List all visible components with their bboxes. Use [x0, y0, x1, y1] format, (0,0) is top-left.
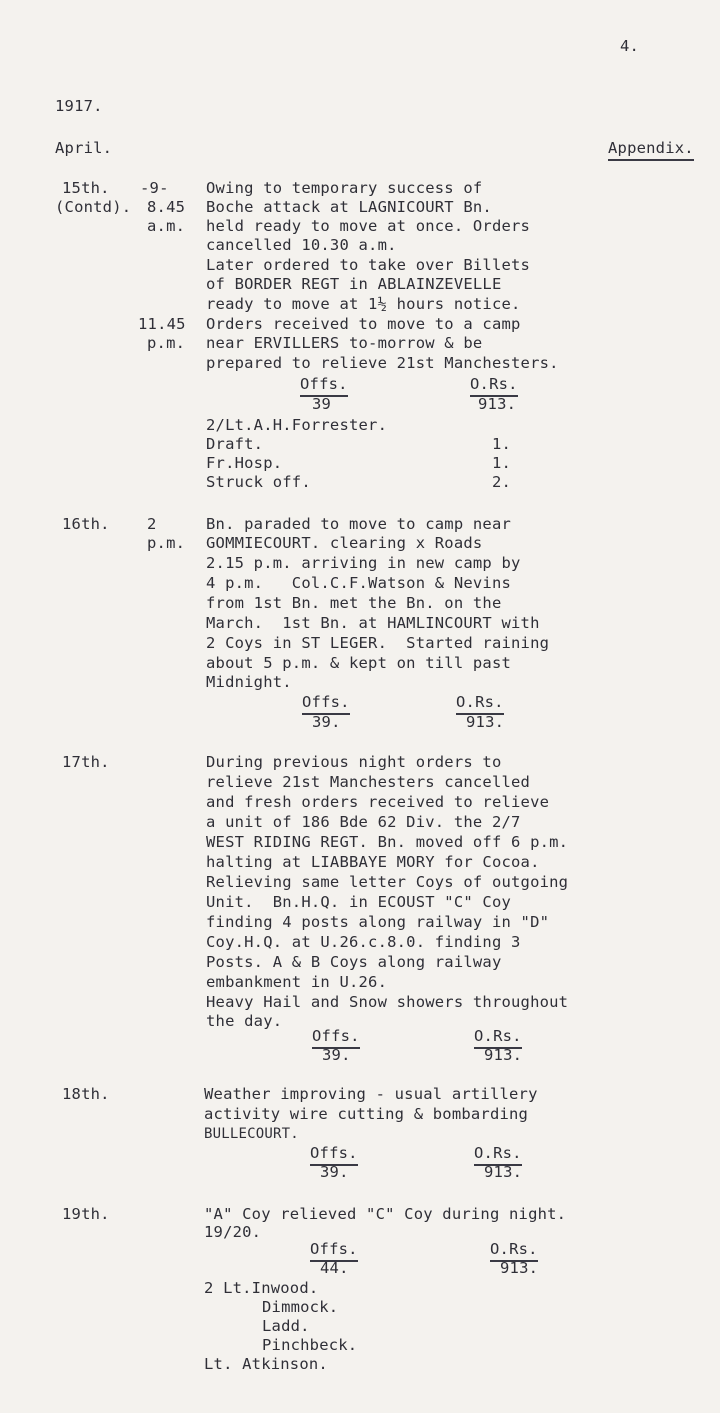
entry-line: Owing to temporary success of — [206, 179, 483, 197]
offs-value: 39. — [322, 1046, 351, 1064]
entry-line: 2.15 p.m. arriving in new camp by — [206, 554, 521, 572]
entry-date: 16th. — [62, 515, 110, 533]
entry-line: near ERVILLERS to-morrow & be — [206, 334, 483, 352]
entry-time: p.m. — [147, 534, 186, 552]
offs-label: Offs. — [300, 374, 348, 397]
change-value: 1. — [492, 454, 512, 472]
officer-name: Ladd. — [262, 1317, 310, 1335]
entry-line: ready to move at 1½ hours notice. — [206, 295, 521, 313]
entry-time: 11.45 — [138, 315, 186, 333]
ors-value: 913. — [484, 1163, 523, 1181]
change-label: Fr.Hosp. — [206, 454, 283, 472]
offs-label: Offs. — [310, 1239, 358, 1262]
officer-name: Pinchbeck. — [262, 1336, 358, 1354]
entry-line: Boche attack at LAGNICOURT Bn. — [206, 198, 492, 216]
entry-date: 18th. — [62, 1085, 110, 1103]
ors-value: 913. — [484, 1046, 523, 1064]
entry-date-contd: (Contd). — [55, 198, 132, 216]
offs-value: 39. — [320, 1163, 349, 1181]
change-label: 2/Lt.A.H.Forrester. — [206, 416, 388, 434]
page-number: 4. — [620, 37, 640, 55]
entry-line: cancelled 10.30 a.m. — [206, 236, 397, 254]
officer-name: Dimmock. — [262, 1298, 339, 1316]
change-value: 1. — [492, 435, 512, 453]
change-label: Draft. — [206, 435, 264, 453]
officer-name: Lt. Atkinson. — [204, 1355, 328, 1373]
ors-label: O.Rs. — [474, 1026, 522, 1049]
month: April. — [55, 139, 113, 157]
entry-time: 8.45 — [147, 198, 186, 216]
entry-line: Coy.H.Q. at U.26.c.8.0. finding 3 — [206, 933, 521, 951]
offs-value: 39 — [312, 395, 332, 413]
ors-label: O.Rs. — [474, 1143, 522, 1166]
officer-name: 2 Lt.Inwood. — [204, 1279, 319, 1297]
entry-line: Posts. A & B Coys along railway — [206, 953, 502, 971]
entry-line: Weather improving - usual artillery — [204, 1085, 538, 1103]
entry-line: Unit. Bn.H.Q. in ECOUST "C" Coy — [206, 893, 512, 911]
ors-value: 913. — [466, 713, 505, 731]
entry-line: 4 p.m. Col.C.F.Watson & Nevins — [206, 574, 512, 592]
entry-line: prepared to relieve 21st Manchesters. — [206, 354, 559, 372]
entry-line: Bn. paraded to move to camp near — [206, 515, 512, 533]
entry-time: p.m. — [147, 334, 186, 352]
offs-label: Offs. — [312, 1026, 360, 1049]
change-label: Struck off. — [206, 473, 311, 491]
entry-line: finding 4 posts along railway in "D" — [206, 913, 550, 931]
entry-line: Later ordered to take over Billets — [206, 256, 531, 274]
ors-label: O.Rs. — [456, 692, 504, 715]
entry-line: embankment in U.26. — [206, 973, 388, 991]
entry-line: "A" Coy relieved "C" Coy during night. — [204, 1205, 567, 1223]
entry-date: 19th. — [62, 1205, 110, 1223]
entry-line: Midnight. — [206, 673, 292, 691]
entry-line: about 5 p.m. & kept on till past — [206, 654, 512, 672]
offs-value: 44. — [320, 1259, 349, 1277]
entry-line: BULLECOURT. — [204, 1126, 299, 1142]
entry-line: a unit of 186 Bde 62 Div. the 2/7 — [206, 813, 521, 831]
ors-label: O.Rs. — [470, 374, 518, 397]
entry-line: held ready to move at once. Orders — [206, 217, 531, 235]
entry-date: 17th. — [62, 753, 110, 771]
entry-line: of BORDER REGT in ABLAINZEVELLE — [206, 275, 502, 293]
entry-line: 19/20. — [204, 1223, 262, 1241]
entry-line: relieve 21st Manchesters cancelled — [206, 773, 531, 791]
entry-time: 2 — [147, 515, 157, 533]
entry-date: 15th. — [62, 179, 110, 197]
entry-line: activity wire cutting & bombarding — [204, 1105, 529, 1123]
entry-line: GOMMIECOURT. clearing x Roads — [206, 534, 483, 552]
entry-line: 2 Coys in ST LEGER. Started raining — [206, 634, 550, 652]
ors-value: 913. — [478, 395, 517, 413]
entry-line: and fresh orders received to relieve — [206, 793, 550, 811]
entry-line: the day. — [206, 1012, 283, 1030]
entry-line: WEST RIDING REGT. Bn. moved off 6 p.m. — [206, 833, 569, 851]
entry-line: March. 1st Bn. at HAMLINCOURT with — [206, 614, 540, 632]
entry-line: Orders received to move to a camp — [206, 315, 521, 333]
year: 1917. — [55, 97, 103, 115]
offs-value: 39. — [312, 713, 341, 731]
entry-line: Relieving same letter Coys of outgoing — [206, 873, 569, 891]
entry-time: -9- — [140, 179, 169, 197]
entry-line: from 1st Bn. met the Bn. on the — [206, 594, 502, 612]
ors-label: O.Rs. — [490, 1239, 538, 1262]
appendix-heading: Appendix. — [608, 138, 694, 161]
entry-line: halting at LIABBAYE MORY for Cocoa. — [206, 853, 540, 871]
entry-line: Heavy Hail and Snow showers throughout — [206, 993, 569, 1011]
change-value: 2. — [492, 473, 512, 491]
entry-line: During previous night orders to — [206, 753, 502, 771]
entry-time: a.m. — [147, 217, 186, 235]
offs-label: Offs. — [310, 1143, 358, 1166]
ors-value: 913. — [500, 1259, 539, 1277]
offs-label: Offs. — [302, 692, 350, 715]
